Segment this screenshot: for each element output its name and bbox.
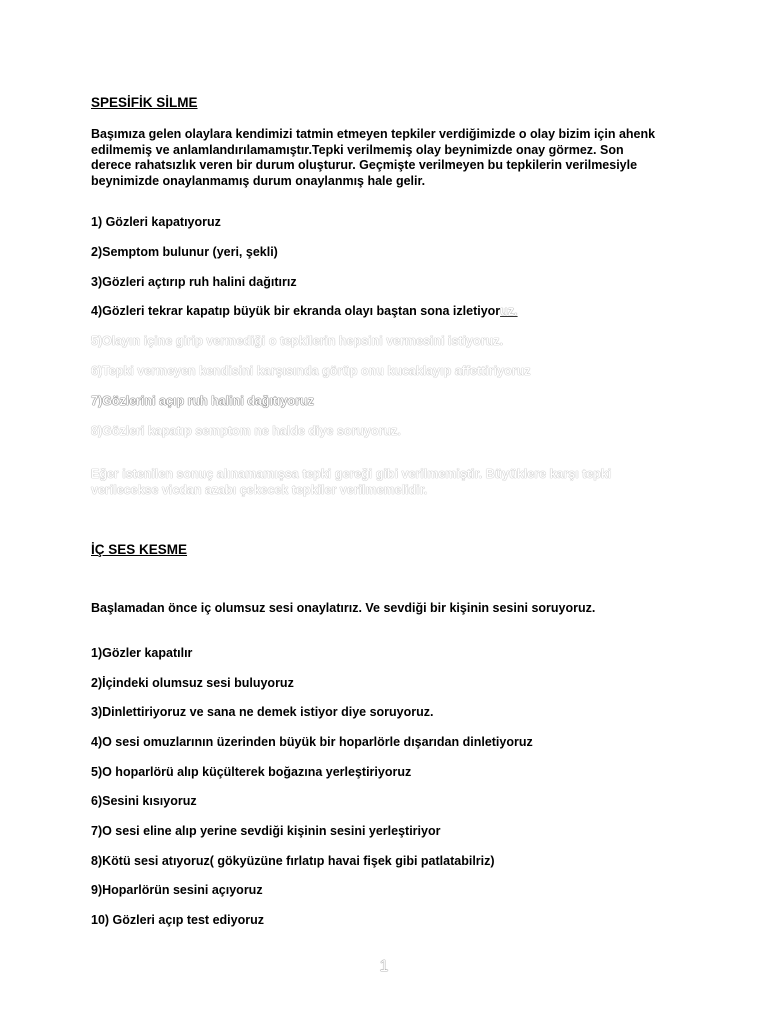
step-item: 3)Gözleri açtırıp ruh halini dağıtırız xyxy=(91,275,297,289)
step-item: 1)Gözler kapatılır xyxy=(91,646,193,660)
section-heading-spesifik-silme: SPESİFİK SİLME xyxy=(91,95,198,110)
faded-step-item: 8)Gözleri kapatıp semptom ne halde diye soruyoruz. xyxy=(91,424,401,438)
step-item: 2)İçindeki olumsuz sesi buluyoruz xyxy=(91,676,294,690)
step-item: 1) Gözleri kapatıyoruz xyxy=(91,215,221,229)
step-item: 5)O hoparlörü alıp küçülterek boğazına yerleştiriyoruz xyxy=(91,765,412,779)
step-item: 8)Kötü sesi atıyoruz( gökyüzüne fırlatıp havai fişek gibi patlatabilriz) xyxy=(91,854,495,868)
page-number: 1 xyxy=(379,958,389,975)
section-heading-ic-ses-kesme: İÇ SES KESME xyxy=(91,542,188,557)
faded-step-item: 5)Olayın içine girip vermediği o tepkilerin hepsini vermesini istiyoruz. xyxy=(91,334,503,348)
step-item: 3)Dinlettiriyoruz ve sana ne demek istiyor diye soruyoruz. xyxy=(91,705,434,719)
faded-step-item: 6)Tepki vermeyen kendisini karşısında görüp onu kucaklayıp affettiriyoruz xyxy=(91,364,531,378)
step-item: 4)O sesi omuzlarının üzerinden büyük bir hoparlörle dışarıdan dinletiyoruz xyxy=(91,735,533,749)
step-item: 2)Semptom bulunur (yeri, şekli) xyxy=(91,245,278,259)
outlined-step-item: 7)Gözlerini açıp ruh halini dağıtıyoruz xyxy=(91,394,314,408)
step-item: 10) Gözleri açıp test ediyoruz xyxy=(91,913,264,927)
step-item: 9)Hoparlörün sesini açıyoruz xyxy=(91,883,263,897)
step-item xyxy=(91,304,518,319)
step-item-tail: uz. xyxy=(500,304,518,318)
step-item: 7)O sesi eline alıp yerine sevdiği kişinin sesini yerleştiriyor xyxy=(91,824,441,838)
faded-note-paragraph: Eğer istenilen sonuç alınamamışsa tepki gereği gibi verilmemiştir. Büyüklere karşı tepki verilecekse vicdan azabı çekecek tepkiler verilmemelidir. xyxy=(91,467,612,497)
step-item-text: 4)Gözleri tekrar kapatıp büyük bir ekranda olayı baştan sona izletiyor xyxy=(91,304,501,318)
step-item: 6)Sesini kısıyoruz xyxy=(91,794,197,808)
section-intro-paragraph: Başlamadan önce iç olumsuz sesi onaylatırız. Ve sevdiği bir kişinin sesini soruyoruz. xyxy=(91,601,596,615)
section-intro-paragraph: Başımıza gelen olaylara kendimizi tatmin etmeyen tepkiler verdiğimizde o olay bizim için ahenk edilmemiş ve anlamlandırılamamıştır.Tepki verilmemiş olay beynimizde onay görmez. Son derece rahatsızlık veren bir durum oluşturur. Geçmişte verilmeyen bu tepkilerin verilmesiyle beynimizde onaylanmamış durum onaylanmış hale gelir. xyxy=(91,127,656,188)
